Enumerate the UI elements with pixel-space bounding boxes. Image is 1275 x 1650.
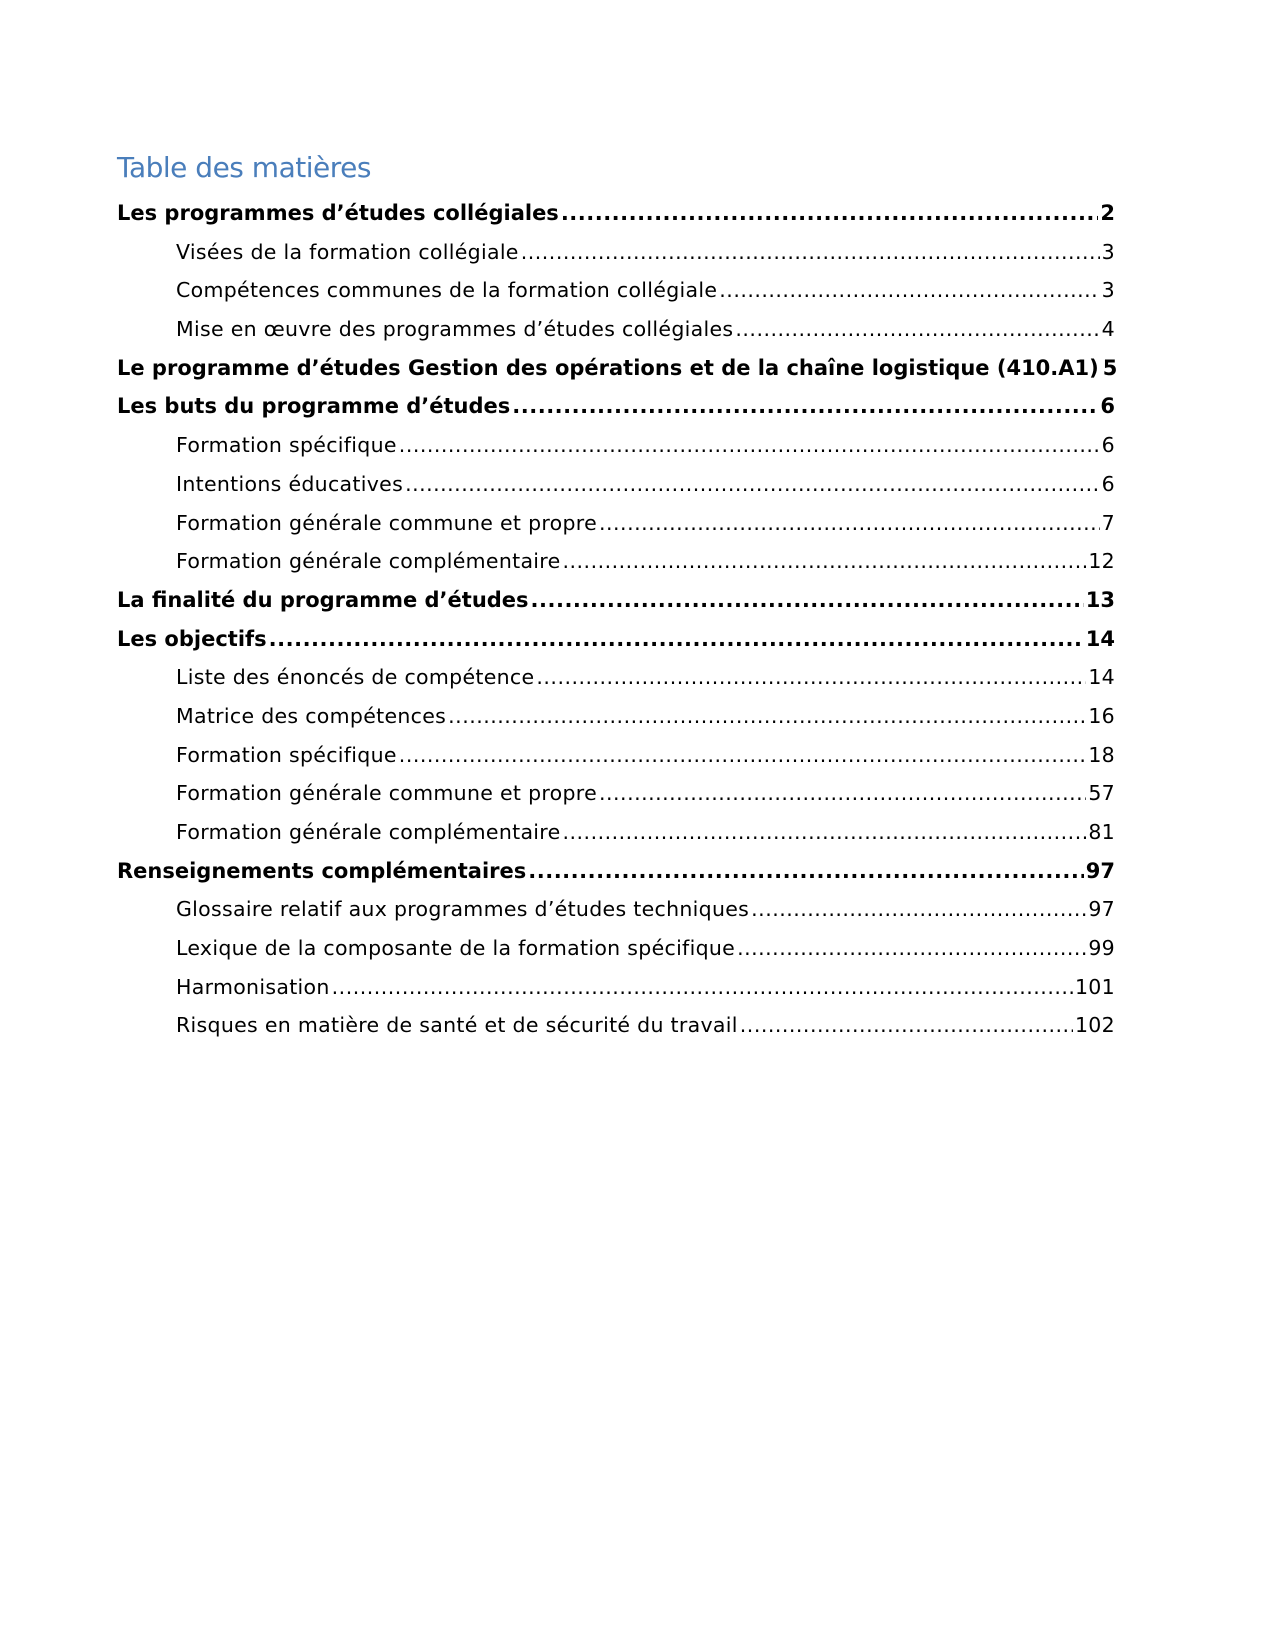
toc-entry-label: Matrice des compétences [176,703,447,728]
toc-dot-leader [563,813,1087,852]
toc-entry-section[interactable] [117,349,1118,388]
toc-entry-page-number: 3 [1101,278,1115,303]
toc-entry-page-number: 102 [1074,1013,1115,1038]
toc-entry-page-number: 4 [1101,317,1115,342]
toc-entry-page-number: 7 [1101,510,1115,535]
toc-entry-label: Risques en matière de santé et de sécurité du travail [176,1013,738,1038]
toc-entry-subsection[interactable] [117,1006,1115,1045]
toc-entry-subsection[interactable] [117,736,1115,775]
toc-dot-leader [528,852,1084,891]
toc-entry-subsection[interactable] [117,697,1115,736]
toc-dot-leader [332,968,1073,1007]
toc-entry-label: Visées de la formation collégiale [176,239,519,264]
toc-entry-subsection[interactable] [117,929,1115,968]
toc-entry-page-number: 14 [1088,665,1115,690]
toc-entry-label: Liste des énoncés de compétence [176,665,535,690]
toc-entry-subsection[interactable] [117,813,1115,852]
toc-dot-leader [448,697,1086,736]
toc-entry-page-number: 6 [1100,394,1115,419]
toc-entry-page-number: 6 [1101,471,1115,496]
toc-entry-section[interactable] [117,581,1115,620]
toc-dot-leader [512,387,1098,426]
toc-entry-subsection[interactable] [117,774,1115,813]
toc-entry-label: Harmonisation [176,974,330,999]
toc-entry-label: Formation spécifique [176,433,397,458]
toc-entry-page-number: 16 [1088,703,1115,728]
toc-entry-label: Mise en œuvre des programmes d’études collégiales [176,317,734,342]
toc-entry-page-number: 14 [1085,626,1115,651]
toc-entry-page-number: 101 [1074,974,1115,999]
toc-entry-page-number: 99 [1088,936,1115,961]
toc-entry-page-number: 12 [1088,549,1115,574]
toc-entry-label: Compétences communes de la formation collégiale [176,278,718,303]
toc-entry-label: Les objectifs [117,626,267,651]
toc-dot-leader [599,504,1100,543]
toc-dot-leader [531,581,1084,620]
toc-entry-page-number: 18 [1088,742,1115,767]
toc-entry-label: Lexique de la composante de la formation spécifique [176,936,736,961]
toc-entry-page-number: 5 [1102,355,1118,380]
toc-entry-subsection[interactable] [117,968,1115,1007]
toc-dot-leader [536,658,1086,697]
toc-dot-leader [599,774,1086,813]
toc-dot-leader [740,1006,1073,1045]
toc-dot-leader [405,465,1100,504]
toc-entry-subsection[interactable] [117,504,1115,543]
toc-entry-label: Formation générale commune et propre [176,781,597,806]
toc-entry-label: Formation générale complémentaire [176,820,561,844]
toc-entry-subsection[interactable] [117,233,1115,272]
toc-entry-subsection[interactable] [117,271,1115,310]
toc-dot-leader [399,736,1087,775]
toc-entry-page-number: 3 [1101,239,1115,264]
toc-entry-label: Le programme d’études Gestion des opérations et de la chaîne logistique (410.A1) [117,355,1099,380]
toc-entry-subsection[interactable] [117,658,1115,697]
toc-entry-label: Glossaire relatif aux programmes d’études techniques [176,897,750,922]
toc-entry-page-number: 57 [1088,781,1115,806]
toc-entry-label: La finalité du programme d’études [117,587,529,612]
toc-dot-leader [521,233,1100,272]
toc-entry-section[interactable] [117,620,1115,659]
toc-entry-page-number: 97 [1085,858,1115,883]
toc-entry-section[interactable] [117,387,1115,426]
toc-dot-leader [737,929,1086,968]
toc-entry-section[interactable] [117,852,1115,891]
toc-entry-label: Intentions éducatives [176,471,404,496]
toc-entry-subsection[interactable] [117,542,1115,581]
toc-dot-leader [399,426,1100,465]
toc-entry-label: Formation spécifique [176,742,397,767]
toc-entry-label: Formation générale complémentaire [176,549,561,574]
toc-entry-label: Les buts du programme d’études [117,394,511,419]
toc-entry-subsection[interactable] [117,465,1115,504]
toc-dot-leader [269,620,1084,659]
toc-dot-leader [561,194,1099,233]
toc-entry-section[interactable] [117,194,1115,233]
toc-dot-leader [719,271,1099,310]
toc-dot-leader [563,542,1087,581]
toc-entry-page-number: 2 [1100,201,1115,225]
toc-list [117,194,1118,1045]
toc-entry-page-number: 6 [1101,433,1115,458]
toc-entry-label: Formation générale commune et propre [176,510,597,535]
toc-entry-page-number: 97 [1088,897,1115,922]
toc-entry-subsection[interactable] [117,310,1115,349]
toc-entry-label: Les programmes d’études collégiales [117,201,559,225]
toc-title: Table des matières [117,151,371,184]
toc-dot-leader [751,890,1086,929]
toc-dot-leader [735,310,1099,349]
toc-entry-subsection[interactable] [117,890,1115,929]
toc-entry-page-number: 13 [1085,587,1115,612]
toc-entry-label: Renseignements complémentaires [117,858,527,883]
toc-entry-subsection[interactable] [117,426,1115,465]
toc-entry-page-number: 81 [1088,820,1115,844]
